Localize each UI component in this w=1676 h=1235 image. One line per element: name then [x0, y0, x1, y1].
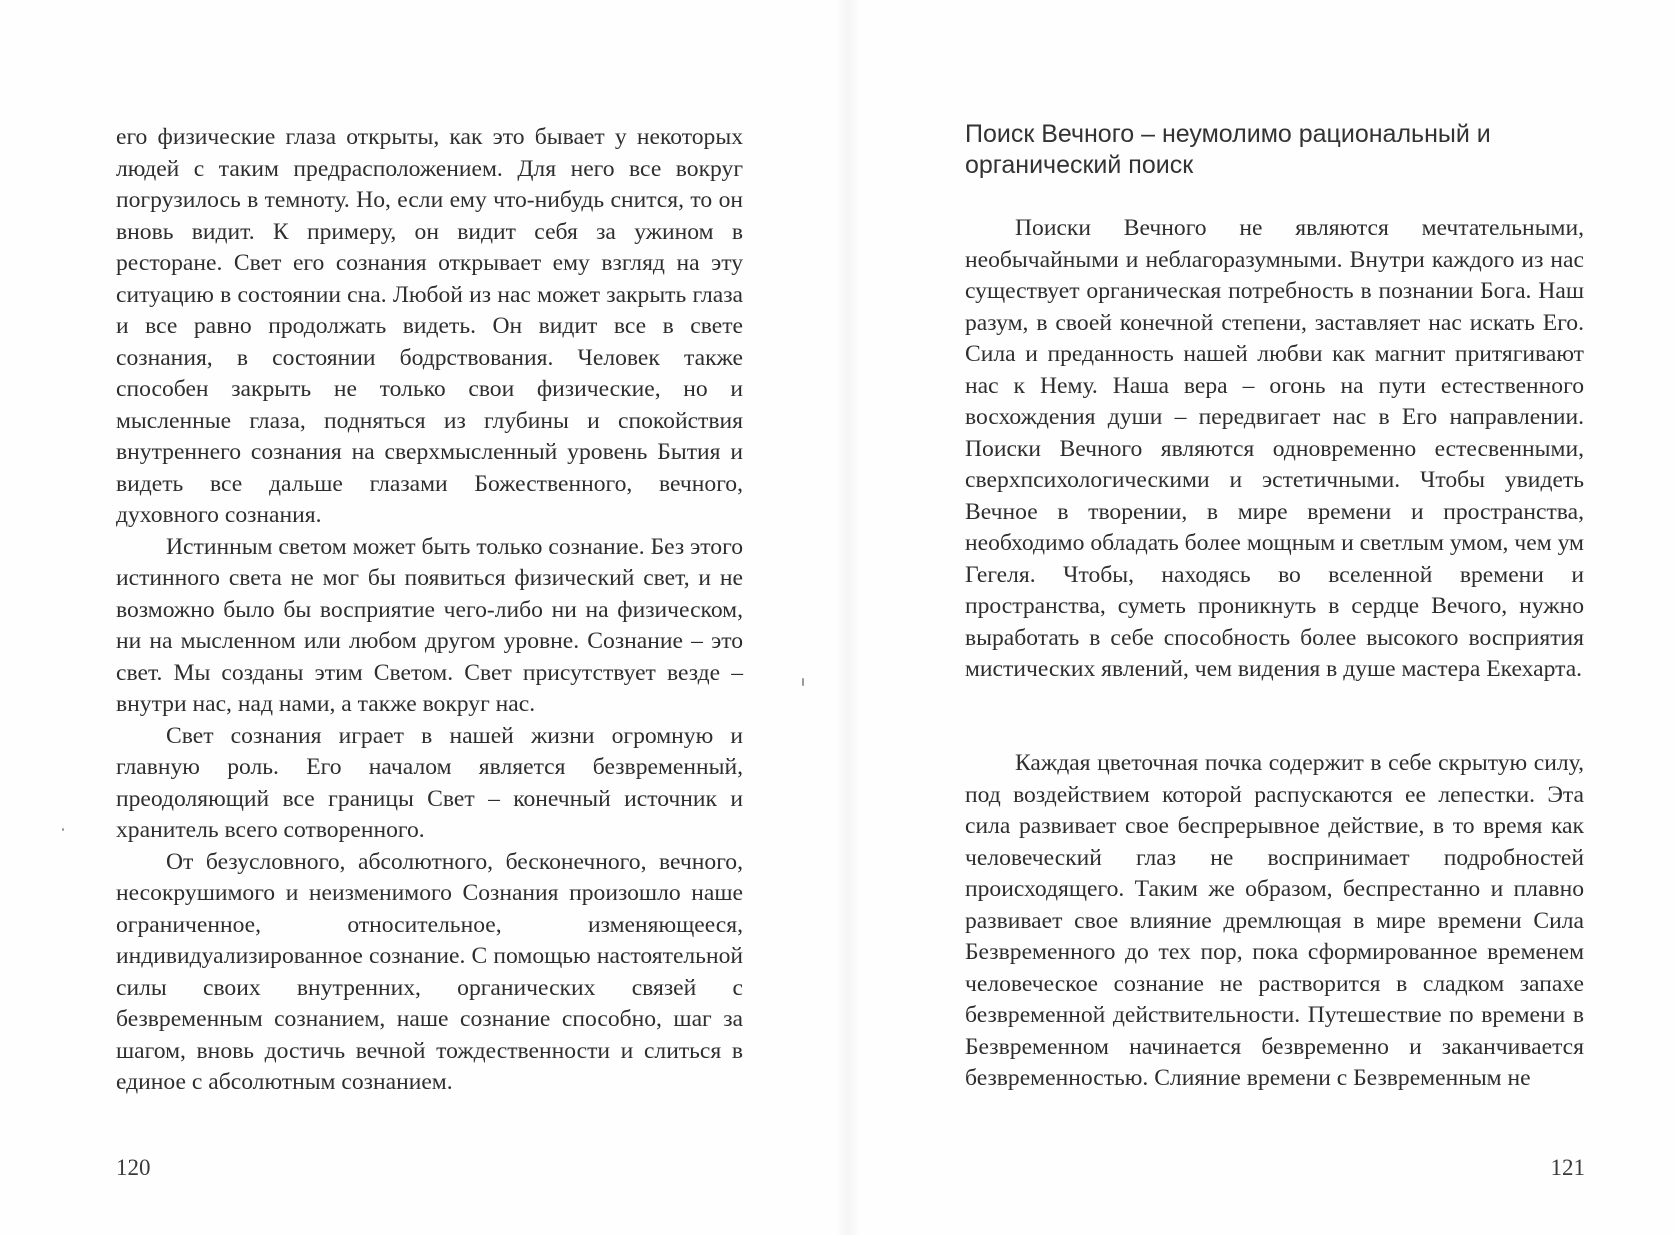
paragraph: Каждая цветочная почка содержит в себе скрытую силу, под воздействием которой распускаются ее лепестки. Эта сила развивает свое беспрерывное действие, в то время как человеческий глаз не воспринимает подробностей происходящего. Таким же образом, беспрестанно и плавно развивает свое влияние дремлющая в мире времени Сила Безвременного до тех пор, пока сформированное временем человеческое сознание не растворится в сладком запахе безвременной действительности. Путешествие по времени в Безвременном начинается безвременно и заканчивается безвременностью. Слияние времени с Безвременным не [965, 750, 1584, 1091]
section-heading: Поиск Вечного – неумолимо рациональный и органический поиск [965, 120, 1491, 179]
paragraph: От безусловного, абсолютного, бесконечного, вечного, несокрушимого и неизменимого Сознания произошло наше ограниченное, относительное, изменяющееся, индивидуализированное сознание. С помощью настоятельной силы своих внутренних, органических связей с безвременным сознанием, наше сознание способно, шаг за шагом, вновь достичь вечной тождественности и слиться в единое с абсолютным сознанием. [116, 848, 743, 1095]
paragraph: его физические глаза открыты, как это бывает у некоторых людей с таким предрасположением. Для него все вокруг погрузилось в темноту. Но, если ему что-нибудь снится, то он вновь видит. К примеру, он видит себя за ужином в ресторане. Свет его сознания открывает ему взгляд на эту ситуацию в состоянии сна. Любой из нас может закрыть глаза и все равно продолжать видеть. Он видит все в свете сознания, в состоянии бодрствования. Человек также способен закрыть не только свои физические, но и мысленные глаза, подняться из глубины и спокойствия внутреннего сознания на сверхмысленный уровень Бытия и видеть все дальше глазами Божественного, вечного, духовного сознания. [116, 124, 743, 528]
page-number-right: 121 [1550, 1155, 1585, 1180]
page-number-left: 120 [116, 1155, 151, 1180]
paragraph: Свет сознания играет в нашей жизни огромную и главную роль. Его началом является безвременный, преодоляющий все границы Свет – конечный источник и хранитель всего сотворенного. [116, 722, 743, 843]
right-page-text [965, 213, 1584, 686]
paragraph: Истинным светом может быть только сознание. Без этого истинного света не мог бы появиться физический свет, и не возможно было бы восприятие чего-либо ни на физическом, ни на мысленном или любом другом уровне. Сознание – это свет. Мы созданы этим Светом. Свет присутствует везде – внутри нас, над нами, а также вокруг нас. [116, 533, 743, 717]
left-page-text [116, 122, 743, 1099]
right-page [838, 0, 1676, 1235]
paragraph: Поиски Вечного не являются мечтательными, необычайными и неблагоразумными. Внутри каждого из нас существует органическая потребность в познании Бога. Наш разум, в своей конечной степени, заставляет нас искать Его. Сила и преданность нашей любви как магнит притягивают нас к Нему. Наша вера – огонь на пути естественного восхождения души – передвигает нас в Его направлении. Поиски Вечного являются одновременно естесвенными, сверхпсихологическими и эстетичными. Чтобы увидеть Вечное в творении, в мире времени и пространства, необходимо обладать более мощным и светлым умом, чем ум Гегеля. Чтобы, находясь во вселенной времени и пространства, суметь проникнуть в сердце Вечого, нужно выработать в себе способность более высокого восприятия мистических явлений, чем видения в душе мастера Екехарта. [965, 215, 1584, 682]
scan-speck [62, 828, 64, 831]
right-page-text-continued [965, 748, 1584, 1095]
scan-speck [802, 678, 804, 686]
